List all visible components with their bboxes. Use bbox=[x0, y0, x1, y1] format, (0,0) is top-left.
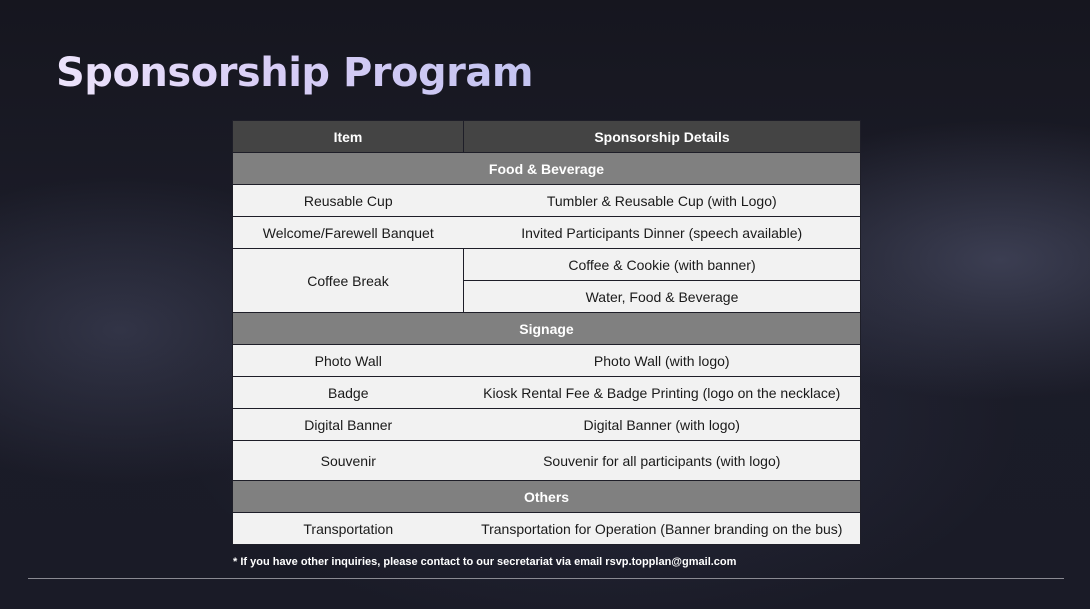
item-cell: Digital Banner bbox=[233, 409, 464, 441]
footer-divider bbox=[28, 578, 1064, 579]
table-row bbox=[233, 513, 861, 545]
details-cell: Invited Participants Dinner (speech available) bbox=[464, 217, 861, 249]
section-row bbox=[233, 481, 861, 513]
table-row bbox=[233, 185, 861, 217]
details-cell: Coffee & Cookie (with banner) bbox=[464, 249, 861, 281]
section-row bbox=[233, 153, 861, 185]
section-food-beverage: Food & Beverage bbox=[233, 153, 861, 185]
item-cell: Souvenir bbox=[233, 441, 464, 481]
details-cell: Kiosk Rental Fee & Badge Printing (logo on the necklace) bbox=[464, 377, 861, 409]
table-header-row bbox=[233, 121, 861, 153]
details-cell: Water, Food & Beverage bbox=[464, 281, 861, 313]
column-header-item: Item bbox=[233, 121, 464, 153]
details-cell: Photo Wall (with logo) bbox=[464, 345, 861, 377]
details-cell: Transportation for Operation (Banner branding on the bus) bbox=[464, 513, 861, 545]
footnote: * If you have other inquiries, please contact to our secretariat via email rsvp.topplan@gmail.com bbox=[233, 556, 737, 568]
section-row bbox=[233, 313, 861, 345]
sponsorship-table bbox=[232, 120, 861, 545]
item-cell: Badge bbox=[233, 377, 464, 409]
section-signage: Signage bbox=[233, 313, 861, 345]
item-cell: Welcome/Farewell Banquet bbox=[233, 217, 464, 249]
page-title: Sponsorship Program bbox=[56, 50, 534, 96]
table-row bbox=[233, 377, 861, 409]
item-cell: Reusable Cup bbox=[233, 185, 464, 217]
section-others: Others bbox=[233, 481, 861, 513]
column-header-details: Sponsorship Details bbox=[464, 121, 861, 153]
details-cell: Digital Banner (with logo) bbox=[464, 409, 861, 441]
table-row bbox=[233, 217, 861, 249]
details-cell: Souvenir for all participants (with logo) bbox=[464, 441, 861, 481]
table-row bbox=[233, 249, 861, 281]
item-cell: Transportation bbox=[233, 513, 464, 545]
details-cell: Tumbler & Reusable Cup (with Logo) bbox=[464, 185, 861, 217]
item-cell: Coffee Break bbox=[233, 249, 464, 313]
table-row bbox=[233, 345, 861, 377]
item-cell: Photo Wall bbox=[233, 345, 464, 377]
table-row bbox=[233, 441, 861, 481]
table-row bbox=[233, 409, 861, 441]
